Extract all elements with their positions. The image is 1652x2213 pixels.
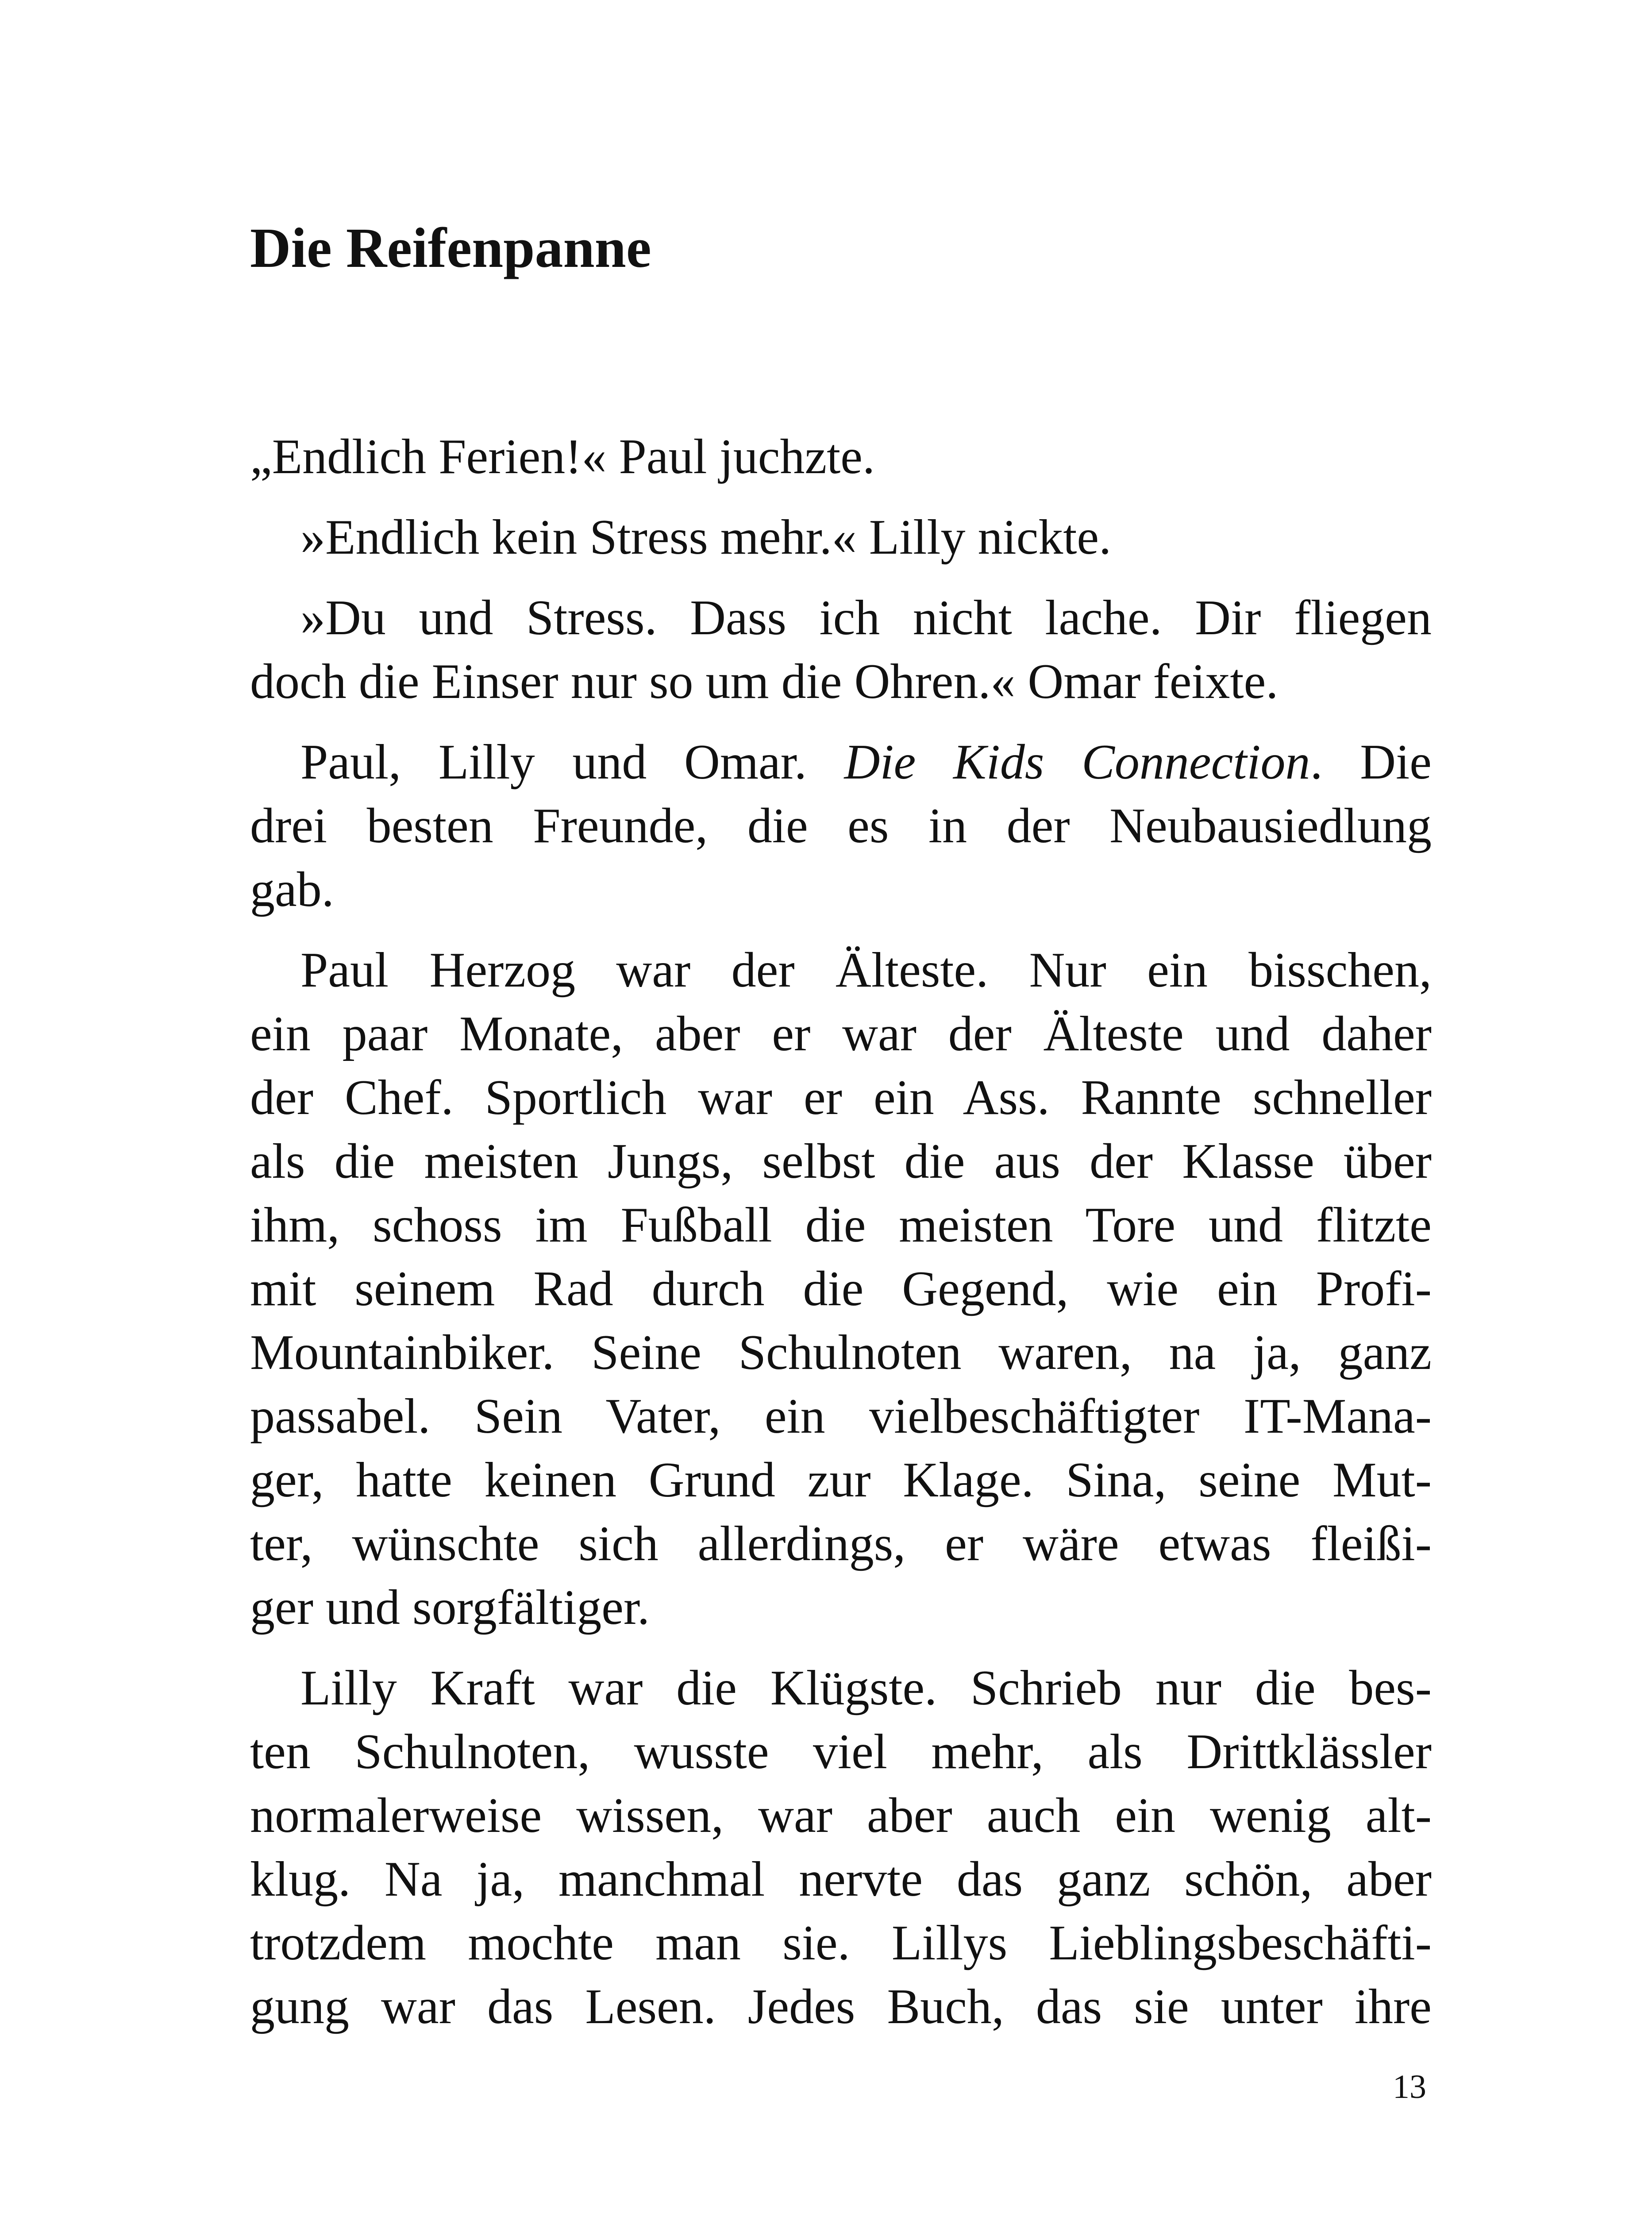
text-run: Paul, Lilly und Omar. [300, 735, 844, 790]
page-number: 13 [1393, 2068, 1426, 2105]
text-line: drei besten Freunde, die es in der Neubausiedlung [250, 798, 1432, 853]
text-line: klug. Na ja, manchmal nervte das ganz schön, aber [250, 1852, 1432, 1907]
text-line: passabel. Sein Vater, ein vielbeschäftigter IT-Mana- [250, 1389, 1432, 1444]
chapter-title: Die Reifenpanne [250, 216, 651, 279]
text-line: ter, wünschte sich allerdings, er wäre etwas fleißi- [250, 1516, 1432, 1571]
text-line: trotzdem mochte man sie. Lillys Lieblingsbeschäfti- [250, 1916, 1432, 1970]
text-line: Lilly Kraft war die Klügste. Schrieb nur die bes- [300, 1661, 1432, 1716]
text-line: ten Schulnoten, wusste viel mehr, als Drittklässler [250, 1724, 1432, 1779]
text-line: »Endlich kein Stress mehr.« Lilly nickte. [300, 510, 1112, 565]
text-line: ihm, schoss im Fußball die meisten Tore und flitzte [250, 1198, 1432, 1253]
text-line: »Du und Stress. Dass ich nicht lache. Dir fliegen [300, 590, 1432, 645]
text-line: doch die Einser nur so um die Ohren.« Omar feixte. [250, 654, 1278, 709]
text-line: der Chef. Sportlich war er ein Ass. Rannte schneller [250, 1070, 1432, 1125]
text-run: . Die [1310, 735, 1432, 790]
text-line: mit seinem Rad durch die Gegend, wie ein Profi- [250, 1261, 1432, 1316]
series-name-italic: Die Kids Connection [844, 735, 1310, 790]
text-line: gab. [250, 862, 334, 917]
text-line: Paul Herzog war der Älteste. Nur ein bisschen, [300, 943, 1432, 998]
body-text [250, 425, 1432, 2039]
text-line [250, 730, 1432, 794]
text-line: als die meisten Jungs, selbst die aus der Klasse über [250, 1134, 1432, 1189]
text-line: ger, hatte keinen Grund zur Klage. Sina, seine Mut- [250, 1453, 1432, 1507]
text-line: ger und sorgfältiger. [250, 1580, 650, 1635]
text-line: Mountainbiker. Seine Schulnoten waren, na ja, ganz [250, 1325, 1432, 1380]
text-line: ein paar Monate, aber er war der Älteste und daher [250, 1006, 1432, 1061]
text-line: normalerweise wissen, war aber auch ein wenig alt- [250, 1788, 1432, 1843]
text-line: gung war das Lesen. Jedes Buch, das sie unter ihre [250, 1979, 1432, 2034]
text-line: „Endlich Ferien!« Paul juchzte. [250, 429, 875, 484]
